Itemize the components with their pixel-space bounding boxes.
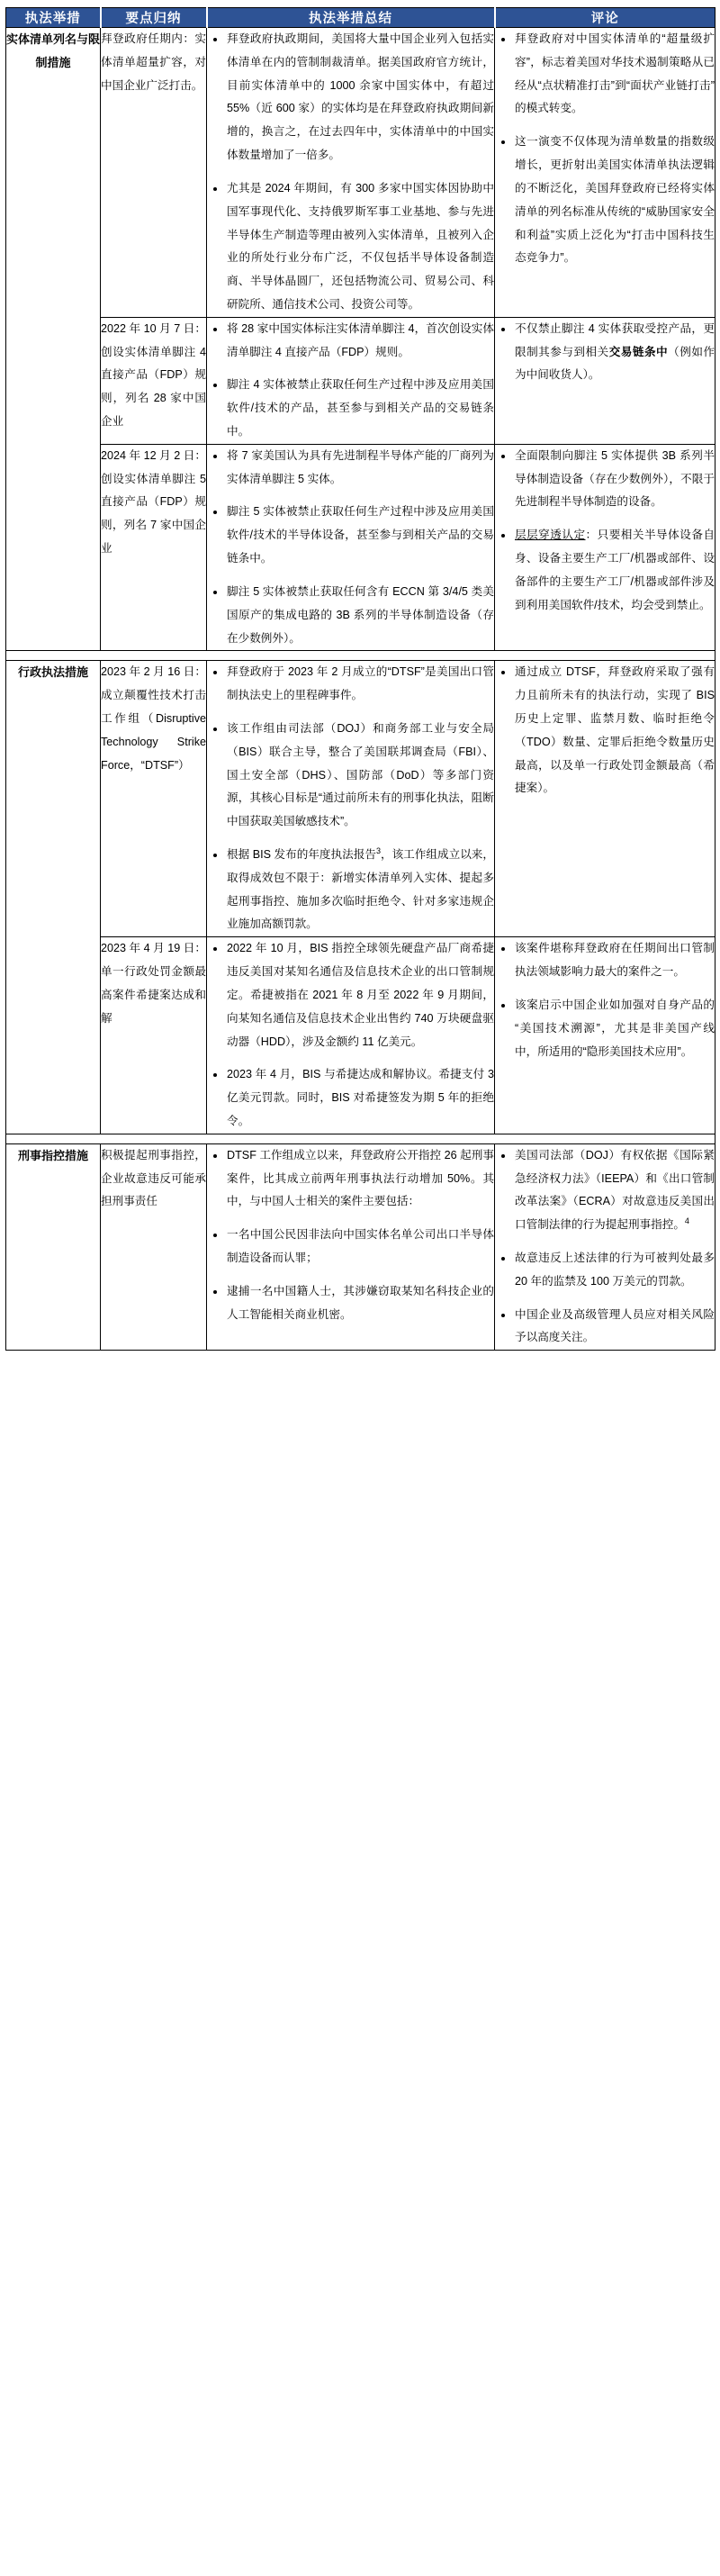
bullet-item: 不仅禁止脚注 4 实体获取受控产品，更限制其参与到相关交易链条中（例如作为中间收货人）。 bbox=[513, 318, 715, 387]
table-row bbox=[6, 317, 716, 444]
category-cell bbox=[6, 28, 101, 651]
summary-cell bbox=[207, 661, 495, 937]
summary-bullet-list bbox=[207, 28, 494, 317]
summary-cell bbox=[207, 1143, 495, 1351]
key-point-cell: 2023 年 2 月 16 日：成立颠覆性技术打击工作组（Disruptive Technology Strike Force，“DTSF”） bbox=[101, 661, 207, 937]
category-label: 实体清单列名与限制措施 bbox=[6, 32, 101, 69]
group-spacer bbox=[6, 1134, 716, 1143]
summary-cell bbox=[207, 317, 495, 444]
table-body bbox=[6, 28, 716, 1351]
category-label: 刑事指控措施 bbox=[17, 1148, 88, 1162]
bullet-item: 2022 年 10 月，BIS 指控全球领先硬盘产品厂商希捷违反美国对某知名通信及信息技术企业的出口管制规定。希捷被指在 2021 年 8 月至 2022 年 9 月期间，向某知名通信及信息技术企业出售约 740 万块硬盘驱动器（HDD），涉及金额约 11 亿美元。 bbox=[225, 937, 494, 1053]
summary-bullet-list bbox=[207, 445, 494, 651]
bullet-item: 将 28 家中国实体标注实体清单脚注 4，首次创设实体清单脚注 4 直接产品（FDP）规则。 bbox=[225, 318, 494, 365]
key-point-cell: 拜登政府任期内：实体清单超量扩容，对中国企业广泛打击。 bbox=[101, 28, 207, 318]
category-cell bbox=[6, 1143, 101, 1351]
category-label: 行政执法措施 bbox=[17, 665, 88, 680]
bullet-item: 通过成立 DTSF，拜登政府采取了强有力且前所未有的执法行动，实现了 BIS 历史上定罪、监禁月数、临时拒绝令（TDO）数量、定罪后拒绝令数量历史最高，以及单一行政处罚金额最高（希捷案）。 bbox=[513, 661, 715, 800]
enforcement-measures-table bbox=[5, 7, 716, 1351]
comment-bullet-list bbox=[495, 318, 715, 387]
bullet-item: 故意违反上述法律的行为可被判处最多 20 年的监禁及 100 万美元的罚款。 bbox=[513, 1247, 715, 1294]
bullet-item: 根据 BIS 发布的年度执法报告$^3$，该工作组成立以来，取得成效包不限于：新增实体清单列入实体、提起多起刑事指控、施加多次临时拒绝令、针对多家违规企业施加高额罚款。 bbox=[225, 844, 494, 936]
comment-cell bbox=[495, 317, 716, 444]
key-point-cell: 2022 年 10 月 7 日：创设实体清单脚注 4 直接产品（FDP）规则，列名 28 家中国企业 bbox=[101, 317, 207, 444]
column-header-summary: 执法举措总结 bbox=[207, 8, 495, 28]
bullet-item: DTSF 工作组成立以来，拜登政府公开指控 26 起刑事案件，比其成立前两年刑事执法行动增加 50%。其中，与中国人士相关的案件主要包括： bbox=[225, 1144, 494, 1214]
key-point-cell: 2023 年 4 月 19 日：单一行政处罚金额最高案件希捷案达成和解 bbox=[101, 937, 207, 1134]
comment-bullet-list bbox=[495, 445, 715, 618]
table-row bbox=[6, 1143, 716, 1351]
bullet-item: 脚注 5 实体被禁止获取任何生产过程中涉及应用美国软件/技术的半导体设备，甚至参与到相关产品的交易链条中。 bbox=[225, 501, 494, 570]
table-header bbox=[6, 8, 716, 28]
summary-cell bbox=[207, 28, 495, 318]
bullet-item: 全面限制向脚注 5 实体提供 3B 系列半导体制造设备（存在少数例外），不限于先进制程半导体制造的设备。 bbox=[513, 445, 715, 514]
bullet-item: 这一演变不仅体现为清单数量的指数级增长，更折射出美国实体清单执法逻辑的不断泛化，美国拜登政府已经将实体清单的列名标准从传统的“威胁国家安全和利益”实质上泛化为“打击中国科技生态竞争力”。 bbox=[513, 131, 715, 270]
bullet-item: 将 7 家美国认为具有先进制程半导体产能的厂商列为实体清单脚注 5 实体。 bbox=[225, 445, 494, 492]
column-header-key-points: 要点归纳 bbox=[101, 8, 207, 28]
summary-bullet-list bbox=[207, 661, 494, 936]
comment-cell bbox=[495, 444, 716, 651]
comment-cell bbox=[495, 28, 716, 318]
category-cell bbox=[6, 661, 101, 1134]
summary-bullet-list bbox=[207, 937, 494, 1134]
bullet-item: 拜登政府执政期间，美国将大量中国企业列入包括实体清单在内的管制制裁清单。据美国政府官方统计，目前实体清单中的 1000 余家中国实体中，有超过 55%（近 600 家）的实体均是在拜登政府执政期间新增的，换言之，在过去四年中，实体清单中的中国实体数量增加了一倍多。 bbox=[225, 28, 494, 167]
bullet-item: 美国司法部（DOJ）有权依据《国际紧急经济权力法》（IEEPA）和《出口管制改革法案》（ECRA）对故意违反美国出口管制法律的行为提起刑事指控。$^4$ bbox=[513, 1144, 715, 1237]
bullet-item: 逮捕一名中国籍人士，其涉嫌窃取某知名科技企业的人工智能相关商业机密。 bbox=[225, 1280, 494, 1327]
bullet-item: 拜登政府于 2023 年 2 月成立的“DTSF”是美国出口管制执法史上的里程碑事件。 bbox=[225, 661, 494, 708]
comment-cell bbox=[495, 661, 716, 937]
group-spacer-cell bbox=[6, 1134, 716, 1143]
bullet-item: 一名中国公民因非法向中国实体名单公司出口半导体制造设备而认罪； bbox=[225, 1224, 494, 1270]
comment-cell bbox=[495, 937, 716, 1134]
comment-bullet-list bbox=[495, 937, 715, 1063]
column-header-enforcement-measure: 执法举措 bbox=[6, 8, 101, 28]
summary-cell bbox=[207, 937, 495, 1134]
bullet-item: 该案件堪称拜登政府在任期间出口管制执法领域影响力最大的案件之一。 bbox=[513, 937, 715, 984]
table-row bbox=[6, 28, 716, 318]
bullet-item: 层层穿透认定：只要相关半导体设备自身、设备主要生产工厂/机器或部件、设备部件的主要生产工厂/机器或部件涉及到利用美国软件/技术，均会受到禁止。 bbox=[513, 524, 715, 617]
header-row bbox=[6, 8, 716, 28]
summary-bullet-list bbox=[207, 318, 494, 444]
bullet-item: 脚注 5 实体被禁止获取任何含有 ECCN 第 3/4/5 类美国原产的集成电路的 3B 系列的半导体制造设备（存在少数例外）。 bbox=[225, 581, 494, 650]
key-point-cell: 2024 年 12 月 2 日：创设实体清单脚注 5 直接产品（FDP）规则，列名 7 家中国企业 bbox=[101, 444, 207, 651]
table-row bbox=[6, 444, 716, 651]
bullet-item: 中国企业及高级管理人员应对相关风险予以高度关注。 bbox=[513, 1304, 715, 1351]
summary-cell bbox=[207, 444, 495, 651]
comment-bullet-list bbox=[495, 1144, 715, 1351]
key-point-cell: 积极提起刑事指控，企业故意违反可能承担刑事责任 bbox=[101, 1143, 207, 1351]
summary-bullet-list bbox=[207, 1144, 494, 1327]
comment-bullet-list bbox=[495, 661, 715, 800]
bullet-item: 该案启示中国企业如加强对自身产品的“美国技术溯源”，尤其是非美国产线中，所适用的“隐形美国技术应用”。 bbox=[513, 994, 715, 1063]
bullet-item: 脚注 4 实体被禁止获取任何生产过程中涉及应用美国软件/技术的产品，甚至参与到相关产品的交易链条中。 bbox=[225, 374, 494, 443]
group-spacer bbox=[6, 651, 716, 661]
table-row bbox=[6, 937, 716, 1134]
bullet-item: 尤其是 2024 年期间，有 300 多家中国实体因协助中国军事现代化、支持俄罗斯军事工业基地、参与先进半导体生产制造等理由被列入实体清单，且被列入企业的所处行业分布广泛，不仅包括半导体设备制造商、半导体晶圆厂，还包括物流公司、贸易公司、科研院所、通信技术公司、投资公司等。 bbox=[225, 177, 494, 317]
comment-bullet-list bbox=[495, 28, 715, 270]
comment-cell bbox=[495, 1143, 716, 1351]
group-spacer-cell bbox=[6, 651, 716, 661]
table-row bbox=[6, 661, 716, 937]
bullet-item: 拜登政府对中国实体清单的“超量级扩容”，标志着美国对华技术遏制策略从已经从“点状精准打击”到“面状产业链打击”的模式转变。 bbox=[513, 28, 715, 121]
column-header-comments: 评论 bbox=[495, 8, 716, 28]
bullet-item: 2023 年 4 月，BIS 与希捷达成和解协议。希捷支付 3 亿美元罚款。同时，BIS 对希捷签发为期 5 年的拒绝令。 bbox=[225, 1063, 494, 1133]
bullet-item: 该工作组由司法部（DOJ）和商务部工业与安全局（BIS）联合主导，整合了美国联邦调查局（FBI）、国土安全部（DHS）、国防部（DoD）等多部门资源，其核心目标是“通过前所未有的刑事化执法，阻断中国获取美国敏感技术”。 bbox=[225, 718, 494, 834]
